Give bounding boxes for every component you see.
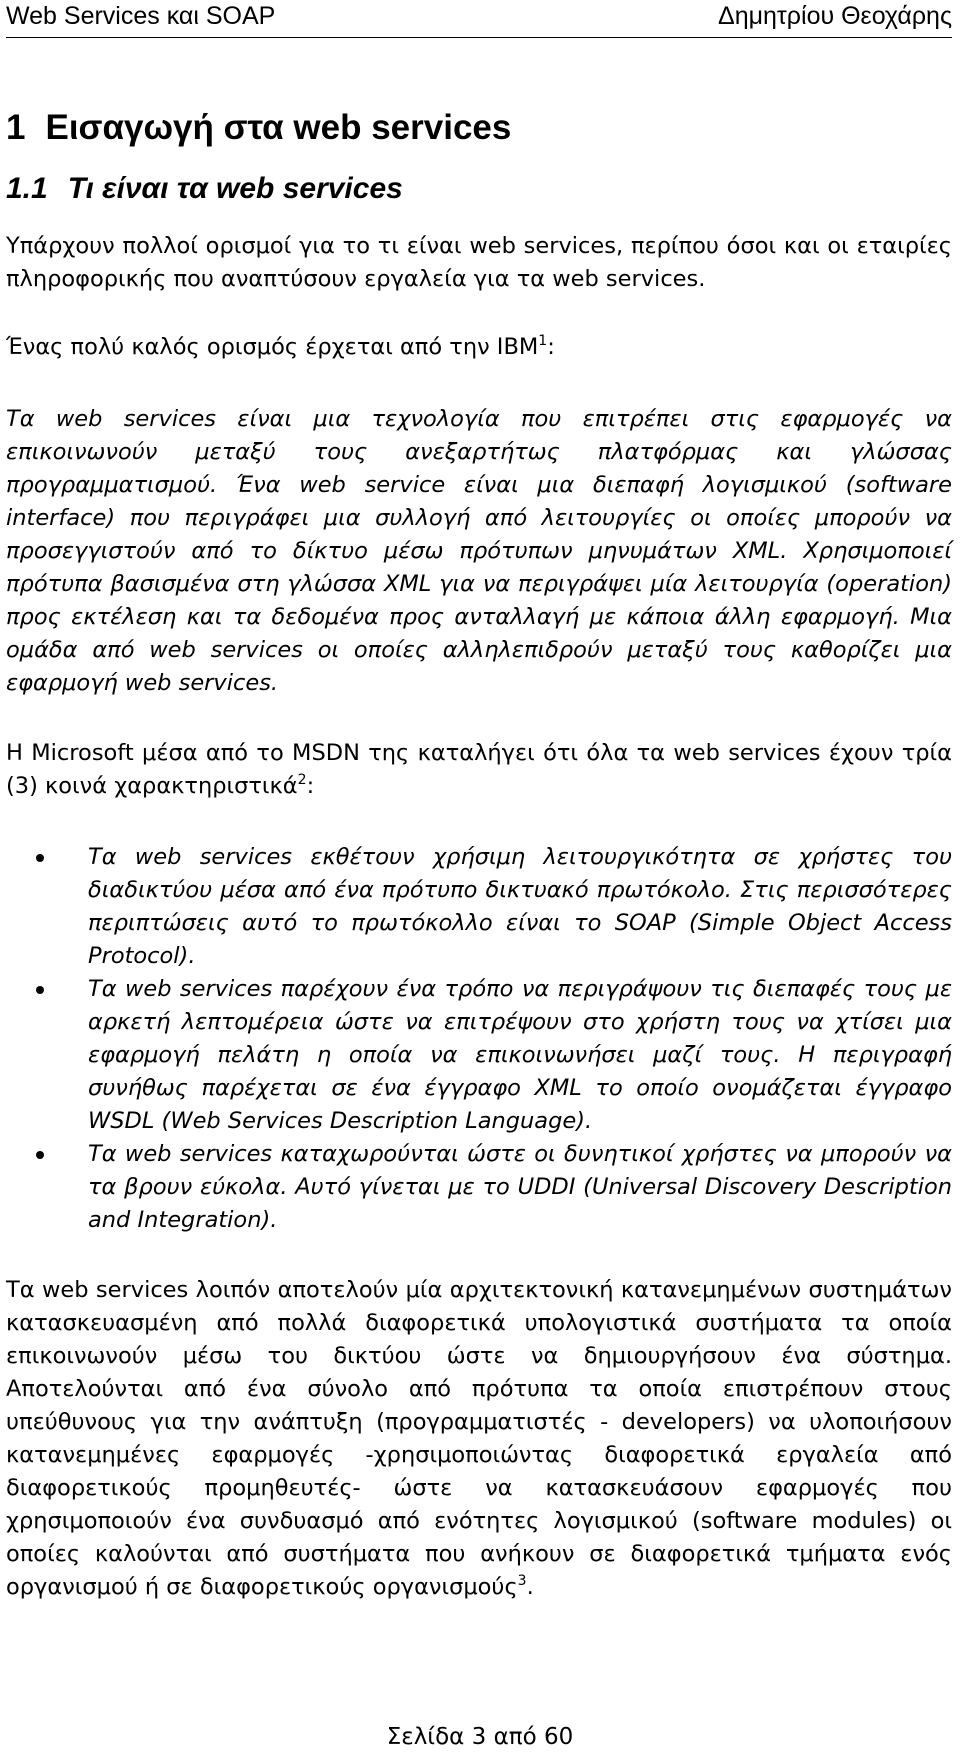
architecture-paragraph: [6, 1274, 952, 1604]
architecture-period: .: [526, 1574, 534, 1600]
bullet-icon: [36, 854, 44, 862]
chapter-title: Εισαγωγή στα web services: [45, 108, 512, 147]
list-item: [6, 1138, 952, 1237]
section-title: Τι είναι τα web services: [67, 172, 403, 205]
list-item: [6, 973, 952, 1138]
page-footer: Σελίδα 3 από 60: [386, 1724, 574, 1750]
ibm-paragraph: [6, 331, 952, 364]
section-number: 1.1: [6, 172, 48, 205]
architecture-text: Τα web services λοιπόν αποτελούν μία αρχιτεκτονική κατανεμημένων συστημάτων κατασκευασμένη από πολλά διαφορετικά υπολογιστικά συστήματα τα οποία επικοινωνούν μέσω του δικτύου ώστε να δημιουργήσουν ένα σύστημα. Αποτελούνται από ένα σύνολο από πρότυπα τα οποία επιστρέπουν στους υπεύθυνους για την ανάπτυξη (προγραμματιστές - developers) να υλοποιήσουν κατανεμημένες εφαρμογές -χρησιμοποιώντας διαφορετικά εργαλεία από διαφορετικούς προμηθευτές- ώστε να κατασκευάσουν εφαρμογές που χρησιμοποιούν ένα συνδυασμό από ενότητες λογισμικού (software modules) οι οποίες καλούνται από συστήματα που ανήκουν σε διαφορετικά τμήματα ενός οργανισμού ή σε διαφορετικούς οργανισμούς: [6, 1277, 952, 1600]
ibm-text: Ένας πολύ καλός ορισμός έρχεται από την IBM: [6, 334, 539, 360]
bullet-icon: [36, 986, 44, 994]
ibm-colon: :: [547, 334, 555, 360]
feature-text: Τα web services παρέχουν ένα τρόπο να περιγράψουν τις διεπαφές τους με αρκετή λεπτομέρεια ώστε να επιτρέψουν στο χρήστη τους να χτίσει μια εφαρμογή πελάτη η οποία να επικοινωνήσει μαζί τους. Η περιγραφή συνήθως παρέχεται σε ένα έγγραφο XML το οποίο ονομάζεται έγγραφο WSDL (Web Services Description Language).: [88, 976, 952, 1134]
microsoft-colon: :: [306, 773, 315, 799]
ibm-definition-quote: Τα web services είναι μια τεχνολογία που επιτρέπει στις εφαρμογές να επικοινωνούν μεταξύ τους ανεξαρτήτως πλατφόρμας και γλώσσας προγραμματισμού. Ένα web service είναι μια διεπαφή λογισμικού (software interface) που περιγράφει μια συλλογή από λειτουργίες οι οποίες μπορούν να προσεγγιστούν από το δίκτυο μέσω πρότυπων μηνυμάτων XML. Χρησιμοποιεί πρότυπα βασισμένα στη γλώσσα XML για να περιγράψει μία λειτουργία (operation) προς εκτέλεση και τα δεδομένα προς ανταλλαγή με κάποια άλλη εφαρμογή. Μια ομάδα από web services οι οποίες αλληλεπιδρούν μεταξύ τους καθορίζει μια εφαρμογή web services.: [6, 406, 952, 696]
features-list: [6, 841, 952, 1237]
feature-text: Τα web services εκθέτουν χρήσιμη λειτουργικότητα σε χρήστες του διαδικτύου μέσα από ένα πρότυπο δικτυακό πρωτόκολο. Στις περισσότερες περιπτώσεις αυτό το πρωτόκολλο είναι το SOAP (Simple Object Access Protocol).: [88, 844, 952, 969]
footnote-ref-3[interactable]: 3: [517, 1573, 527, 1589]
microsoft-paragraph: [6, 737, 952, 803]
section-heading: [6, 171, 952, 207]
intro-paragraph: Υπάρχουν πολλοί ορισμοί για το τι είναι web services, περίπου όσοι και οι εταιρίες πληροφορικής που αναπτύσουν εργαλεία για τα web services.: [6, 233, 952, 292]
page-header: [6, 0, 952, 38]
bullet-icon: [36, 1151, 44, 1159]
microsoft-text: Η Microsoft μέσα από το MSDN της καταλήγει ότι όλα τα web services έχουν τρία (3) κοινά χαρακτηριστικά: [6, 740, 952, 799]
footnote-ref-1[interactable]: 1: [538, 333, 548, 349]
chapter-number: 1: [6, 108, 26, 147]
footnote-ref-2[interactable]: 2: [297, 772, 307, 788]
chapter-heading: [6, 108, 952, 148]
list-item: [6, 841, 952, 973]
feature-text: Τα web services καταχωρούνται ώστε οι δυνητικοί χρήστες να μπορούν να τα βρουν εύκολα. Αυτό γίνεται με το UDDI (Universal Discovery Description and Integration).: [88, 1141, 952, 1233]
header-author: Δημητρίου Θεοχάρης: [718, 2, 952, 30]
header-title: Web Services και SOAP: [6, 2, 276, 30]
